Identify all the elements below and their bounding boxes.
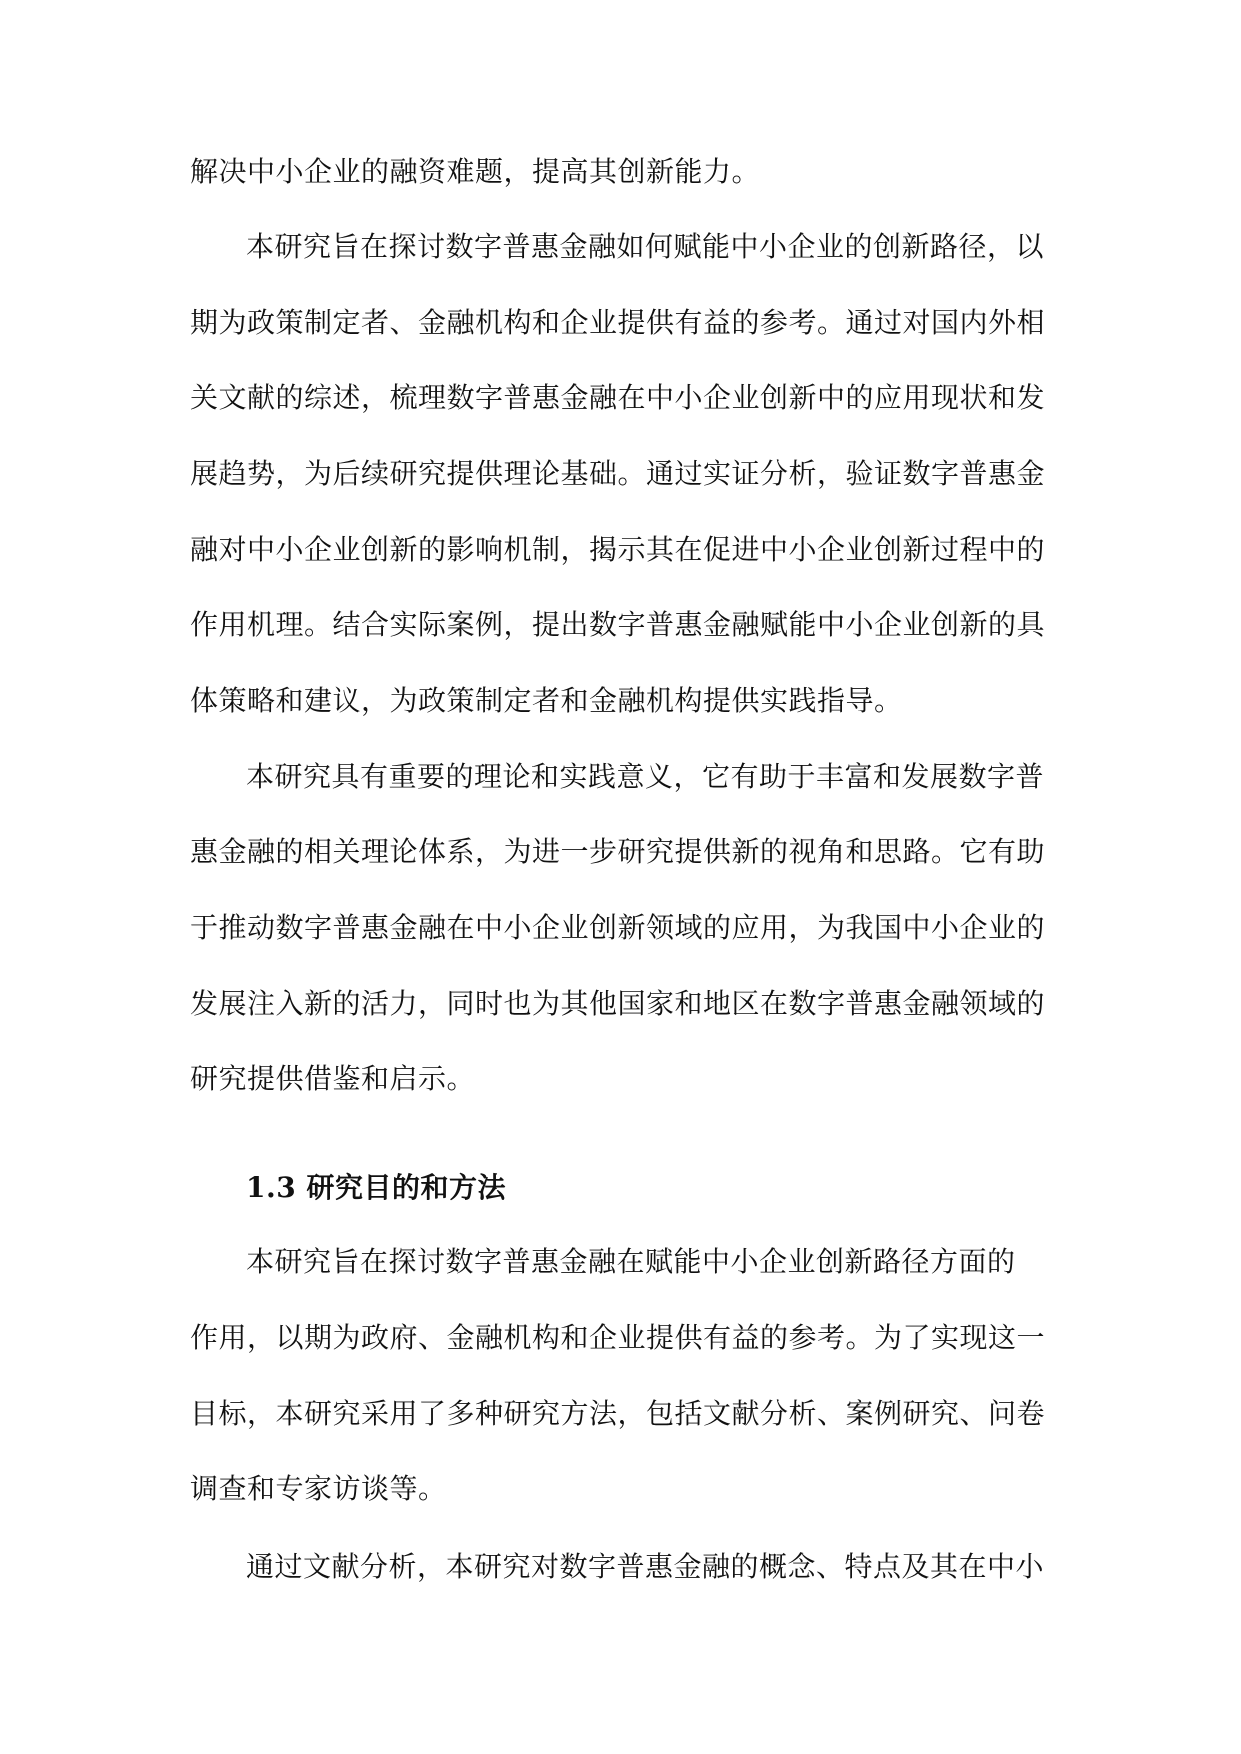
- paragraph-line: 期为政策制定者、金融机构和企业提供有益的参考。通过对国内外相: [190, 306, 1046, 339]
- paragraph-line: 目标，本研究采用了多种研究方法，包括文献分析、案例研究、问卷: [190, 1397, 1046, 1430]
- section-heading: 1.3 研究目的和方法: [246, 1171, 506, 1204]
- paragraph-line: 研究提供借鉴和启示。: [190, 1062, 476, 1095]
- paragraph-line: 于推动数字普惠金融在中小企业创新领域的应用，为我国中小企业的: [190, 911, 1046, 944]
- paragraph-line: 惠金融的相关理论体系，为进一步研究提供新的视角和思路。它有助: [190, 835, 1046, 868]
- paragraph-line: 作用，以期为政府、金融机构和企业提供有益的参考。为了实现这一: [190, 1321, 1046, 1354]
- paragraph-line: 关文献的综述，梳理数字普惠金融在中小企业创新中的应用现状和发: [190, 381, 1046, 414]
- paragraph-line: 体策略和建议，为政策制定者和金融机构提供实践指导。: [190, 684, 903, 717]
- paragraph-line: 通过文献分析，本研究对数字普惠金融的概念、特点及其在中小: [246, 1550, 1045, 1583]
- paragraph-line: 本研究旨在探讨数字普惠金融如何赋能中小企业的创新路径，以: [246, 230, 1045, 263]
- paragraph-line: 展趋势，为后续研究提供理论基础。通过实证分析，验证数字普惠金: [190, 457, 1046, 490]
- paragraph-line: 发展注入新的活力，同时也为其他国家和地区在数字普惠金融领域的: [190, 987, 1046, 1020]
- paragraph-line: 融对中小企业创新的影响机制，揭示其在促进中小企业创新过程中的: [190, 533, 1046, 566]
- paragraph-line: 作用机理。结合实际案例，提出数字普惠金融赋能中小企业创新的具: [190, 608, 1046, 641]
- paragraph-line: 解决中小企业的融资难题，提高其创新能力。: [190, 155, 761, 188]
- paragraph-line: 本研究具有重要的理论和实践意义，它有助于丰富和发展数字普: [246, 760, 1045, 793]
- paragraph-line: 调查和专家访谈等。: [190, 1472, 447, 1505]
- paragraph-line: 本研究旨在探讨数字普惠金融在赋能中小企业创新路径方面的: [246, 1245, 1016, 1278]
